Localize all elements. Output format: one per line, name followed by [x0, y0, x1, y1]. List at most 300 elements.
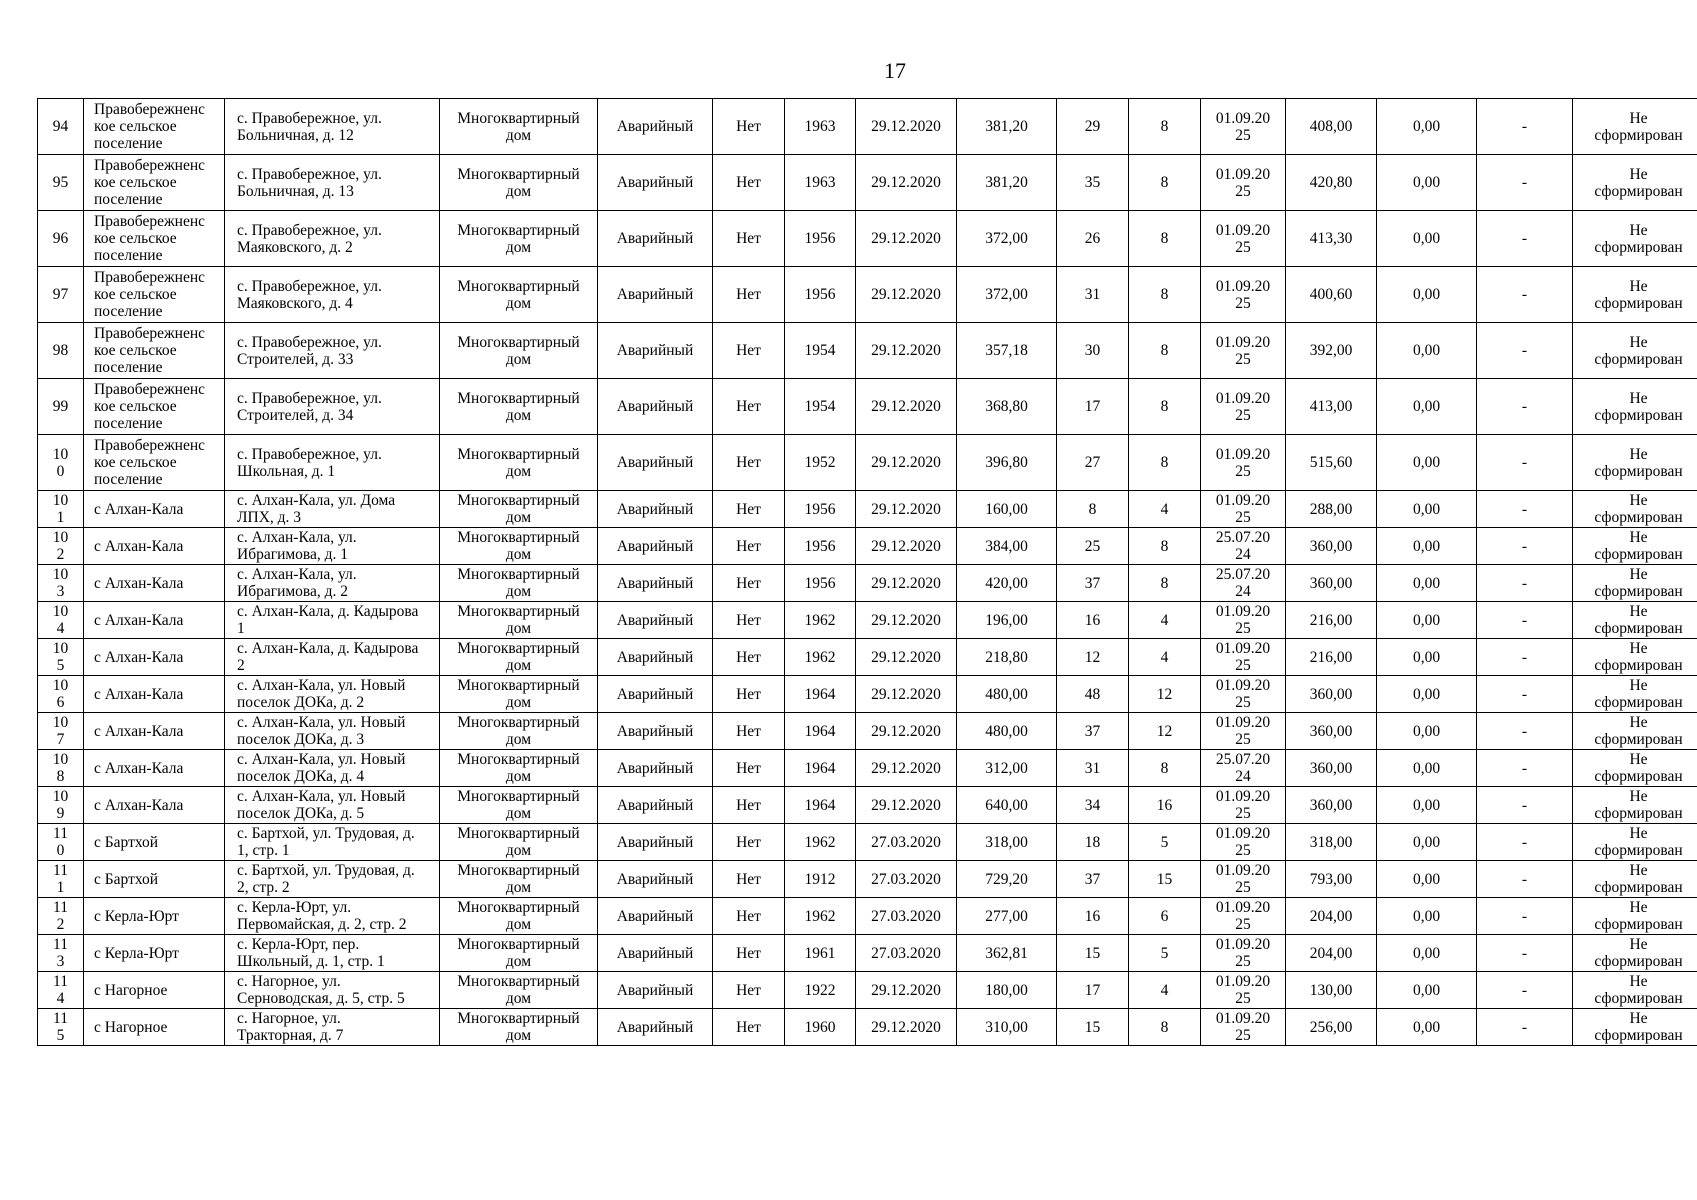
cell-num: 10 4 [38, 602, 84, 639]
cell-year: 1952 [785, 435, 856, 491]
cell-residents: 8 [1057, 491, 1129, 528]
cell-residents: 29 [1057, 99, 1129, 155]
cell-date: 29.12.2020 [856, 972, 957, 1009]
table-row [38, 972, 1697, 1009]
cell-deadline: 01.09.20 25 [1201, 379, 1286, 435]
cell-value2: 0,00 [1377, 676, 1477, 713]
cell-year: 1956 [785, 491, 856, 528]
cell-flag: Нет [713, 211, 785, 267]
cell-flag: Нет [713, 861, 785, 898]
cell-year: 1963 [785, 155, 856, 211]
table-row [38, 99, 1697, 155]
cell-area: 357,18 [957, 323, 1057, 379]
cell-status: Аварийный [598, 379, 713, 435]
table-row [38, 211, 1697, 267]
cell-num: 10 3 [38, 565, 84, 602]
cell-residents: 17 [1057, 972, 1129, 1009]
cell-status: Аварийный [598, 898, 713, 935]
cell-num: 95 [38, 155, 84, 211]
cell-dash: - [1477, 379, 1573, 435]
cell-deadline: 25.07.20 24 [1201, 528, 1286, 565]
table-row [38, 639, 1697, 676]
cell-municipality: с Алхан-Кала [84, 750, 225, 787]
cell-date: 27.03.2020 [856, 861, 957, 898]
cell-house-type: Многоквартирный дом [440, 1009, 598, 1046]
cell-deadline: 25.07.20 24 [1201, 565, 1286, 602]
cell-municipality: с Алхан-Кала [84, 639, 225, 676]
cell-area: 218,80 [957, 639, 1057, 676]
cell-area: 318,00 [957, 824, 1057, 861]
cell-date: 29.12.2020 [856, 99, 957, 155]
cell-value1: 360,00 [1286, 750, 1377, 787]
cell-municipality: с Бартхой [84, 861, 225, 898]
cell-plan: Не сформирован [1573, 323, 1697, 379]
cell-plan: Не сформирован [1573, 898, 1697, 935]
cell-status: Аварийный [598, 491, 713, 528]
table-row [38, 528, 1697, 565]
cell-num: 10 1 [38, 491, 84, 528]
cell-flag: Нет [713, 379, 785, 435]
table-row [38, 787, 1697, 824]
cell-status: Аварийный [598, 972, 713, 1009]
cell-value1: 318,00 [1286, 824, 1377, 861]
cell-address: с. Правобережное, ул. Маяковского, д. 2 [225, 211, 440, 267]
cell-year: 1962 [785, 824, 856, 861]
cell-num: 11 3 [38, 935, 84, 972]
cell-num: 94 [38, 99, 84, 155]
cell-address: с. Алхан-Кала, ул. Ибрагимова, д. 1 [225, 528, 440, 565]
cell-plan: Не сформирован [1573, 211, 1697, 267]
cell-area: 480,00 [957, 713, 1057, 750]
cell-house-type: Многоквартирный дом [440, 491, 598, 528]
cell-area: 729,20 [957, 861, 1057, 898]
cell-house-type: Многоквартирный дом [440, 972, 598, 1009]
cell-deadline: 01.09.20 25 [1201, 99, 1286, 155]
cell-status: Аварийный [598, 267, 713, 323]
cell-flag: Нет [713, 1009, 785, 1046]
cell-area: 368,80 [957, 379, 1057, 435]
cell-plan: Не сформирован [1573, 639, 1697, 676]
cell-address: с. Алхан-Кала, ул. Новый поселок ДОКа, д. 3 [225, 713, 440, 750]
table-row [38, 323, 1697, 379]
cell-flag: Нет [713, 639, 785, 676]
cell-num: 10 9 [38, 787, 84, 824]
cell-value1: 216,00 [1286, 602, 1377, 639]
cell-apartments: 8 [1129, 211, 1201, 267]
cell-dash: - [1477, 155, 1573, 211]
cell-municipality: с Нагорное [84, 972, 225, 1009]
cell-apartments: 8 [1129, 99, 1201, 155]
cell-apartments: 8 [1129, 435, 1201, 491]
cell-municipality: с Алхан-Кала [84, 602, 225, 639]
cell-house-type: Многоквартирный дом [440, 211, 598, 267]
cell-plan: Не сформирован [1573, 491, 1697, 528]
cell-municipality: Правобережненс кое сельское поселение [84, 435, 225, 491]
cell-num: 10 0 [38, 435, 84, 491]
cell-plan: Не сформирован [1573, 824, 1697, 861]
cell-area: 396,80 [957, 435, 1057, 491]
cell-year: 1963 [785, 99, 856, 155]
cell-year: 1964 [785, 676, 856, 713]
cell-num: 10 6 [38, 676, 84, 713]
cell-deadline: 01.09.20 25 [1201, 898, 1286, 935]
cell-address: с. Алхан-Кала, д. Кадырова 1 [225, 602, 440, 639]
cell-municipality: с Алхан-Кала [84, 787, 225, 824]
cell-value1: 400,60 [1286, 267, 1377, 323]
cell-address: с. Нагорное, ул. Тракторная, д. 7 [225, 1009, 440, 1046]
cell-house-type: Многоквартирный дом [440, 898, 598, 935]
cell-flag: Нет [713, 676, 785, 713]
cell-house-type: Многоквартирный дом [440, 935, 598, 972]
cell-value2: 0,00 [1377, 787, 1477, 824]
cell-address: с. Алхан-Кала, ул. Ибрагимова, д. 2 [225, 565, 440, 602]
cell-municipality: с Алхан-Кала [84, 676, 225, 713]
cell-municipality: Правобережненс кое сельское поселение [84, 211, 225, 267]
cell-status: Аварийный [598, 435, 713, 491]
cell-deadline: 01.09.20 25 [1201, 211, 1286, 267]
table-row [38, 824, 1697, 861]
cell-status: Аварийный [598, 787, 713, 824]
cell-year: 1962 [785, 639, 856, 676]
cell-residents: 16 [1057, 898, 1129, 935]
cell-date: 29.12.2020 [856, 713, 957, 750]
cell-dash: - [1477, 565, 1573, 602]
cell-residents: 37 [1057, 713, 1129, 750]
cell-address: с. Алхан-Кала, д. Кадырова 2 [225, 639, 440, 676]
cell-year: 1961 [785, 935, 856, 972]
cell-flag: Нет [713, 99, 785, 155]
cell-address: с. Правобережное, ул. Маяковского, д. 4 [225, 267, 440, 323]
cell-dash: - [1477, 750, 1573, 787]
cell-num: 10 2 [38, 528, 84, 565]
cell-status: Аварийный [598, 565, 713, 602]
cell-dash: - [1477, 898, 1573, 935]
cell-num: 11 1 [38, 861, 84, 898]
cell-num: 10 5 [38, 639, 84, 676]
cell-value2: 0,00 [1377, 565, 1477, 602]
cell-year: 1912 [785, 861, 856, 898]
cell-dash: - [1477, 267, 1573, 323]
cell-apartments: 8 [1129, 155, 1201, 211]
cell-date: 29.12.2020 [856, 1009, 957, 1046]
cell-address: с. Нагорное, ул. Серноводская, д. 5, стр. 5 [225, 972, 440, 1009]
cell-house-type: Многоквартирный дом [440, 379, 598, 435]
cell-house-type: Многоквартирный дом [440, 787, 598, 824]
cell-address: с. Бартхой, ул. Трудовая, д. 1, стр. 1 [225, 824, 440, 861]
table-row [38, 676, 1697, 713]
cell-municipality: с Бартхой [84, 824, 225, 861]
table-row [38, 267, 1697, 323]
cell-dash: - [1477, 99, 1573, 155]
cell-plan: Не сформирован [1573, 787, 1697, 824]
cell-plan: Не сформирован [1573, 528, 1697, 565]
cell-num: 99 [38, 379, 84, 435]
cell-municipality: с Нагорное [84, 1009, 225, 1046]
cell-plan: Не сформирован [1573, 1009, 1697, 1046]
cell-value1: 360,00 [1286, 676, 1377, 713]
table-row [38, 1009, 1697, 1046]
cell-date: 29.12.2020 [856, 750, 957, 787]
cell-status: Аварийный [598, 211, 713, 267]
cell-address: с. Правобережное, ул. Больничная, д. 12 [225, 99, 440, 155]
cell-status: Аварийный [598, 676, 713, 713]
cell-flag: Нет [713, 824, 785, 861]
cell-house-type: Многоквартирный дом [440, 602, 598, 639]
cell-value1: 392,00 [1286, 323, 1377, 379]
cell-area: 372,00 [957, 267, 1057, 323]
cell-status: Аварийный [598, 99, 713, 155]
cell-year: 1962 [785, 602, 856, 639]
cell-deadline: 01.09.20 25 [1201, 1009, 1286, 1046]
cell-flag: Нет [713, 491, 785, 528]
cell-date: 29.12.2020 [856, 676, 957, 713]
cell-value2: 0,00 [1377, 323, 1477, 379]
cell-house-type: Многоквартирный дом [440, 528, 598, 565]
cell-municipality: Правобережненс кое сельское поселение [84, 379, 225, 435]
cell-plan: Не сформирован [1573, 155, 1697, 211]
cell-flag: Нет [713, 155, 785, 211]
cell-residents: 15 [1057, 935, 1129, 972]
cell-value1: 360,00 [1286, 528, 1377, 565]
cell-value1: 130,00 [1286, 972, 1377, 1009]
cell-value2: 0,00 [1377, 824, 1477, 861]
cell-num: 96 [38, 211, 84, 267]
cell-date: 27.03.2020 [856, 898, 957, 935]
cell-apartments: 4 [1129, 972, 1201, 1009]
cell-num: 10 8 [38, 750, 84, 787]
cell-year: 1954 [785, 379, 856, 435]
cell-date: 29.12.2020 [856, 565, 957, 602]
cell-dash: - [1477, 935, 1573, 972]
cell-date: 29.12.2020 [856, 267, 957, 323]
cell-deadline: 01.09.20 25 [1201, 935, 1286, 972]
cell-status: Аварийный [598, 1009, 713, 1046]
cell-house-type: Многоквартирный дом [440, 750, 598, 787]
cell-value2: 0,00 [1377, 972, 1477, 1009]
cell-value1: 360,00 [1286, 565, 1377, 602]
cell-address: с. Керла-Юрт, пер. Школьный, д. 1, стр. 1 [225, 935, 440, 972]
cell-residents: 31 [1057, 267, 1129, 323]
cell-deadline: 01.09.20 25 [1201, 435, 1286, 491]
cell-year: 1964 [785, 787, 856, 824]
cell-apartments: 15 [1129, 861, 1201, 898]
cell-dash: - [1477, 528, 1573, 565]
cell-deadline: 01.09.20 25 [1201, 267, 1286, 323]
cell-date: 29.12.2020 [856, 155, 957, 211]
cell-plan: Не сформирован [1573, 379, 1697, 435]
cell-area: 420,00 [957, 565, 1057, 602]
cell-year: 1956 [785, 267, 856, 323]
cell-deadline: 01.09.20 25 [1201, 824, 1286, 861]
cell-house-type: Многоквартирный дом [440, 267, 598, 323]
cell-status: Аварийный [598, 528, 713, 565]
cell-value1: 204,00 [1286, 935, 1377, 972]
cell-municipality: с Алхан-Кала [84, 491, 225, 528]
cell-deadline: 01.09.20 25 [1201, 713, 1286, 750]
cell-area: 160,00 [957, 491, 1057, 528]
table-row [38, 602, 1697, 639]
cell-municipality: Правобережненс кое сельское поселение [84, 99, 225, 155]
cell-value1: 204,00 [1286, 898, 1377, 935]
housing-table [37, 98, 1697, 1046]
table-row [38, 898, 1697, 935]
cell-num: 11 0 [38, 824, 84, 861]
cell-flag: Нет [713, 750, 785, 787]
cell-house-type: Многоквартирный дом [440, 639, 598, 676]
cell-year: 1964 [785, 713, 856, 750]
cell-address: с. Бартхой, ул. Трудовая, д. 2, стр. 2 [225, 861, 440, 898]
cell-value2: 0,00 [1377, 713, 1477, 750]
cell-date: 27.03.2020 [856, 824, 957, 861]
cell-residents: 26 [1057, 211, 1129, 267]
cell-dash: - [1477, 713, 1573, 750]
cell-municipality: с Керла-Юрт [84, 898, 225, 935]
cell-area: 381,20 [957, 155, 1057, 211]
cell-status: Аварийный [598, 750, 713, 787]
cell-deadline: 01.09.20 25 [1201, 155, 1286, 211]
cell-house-type: Многоквартирный дом [440, 824, 598, 861]
cell-value1: 413,30 [1286, 211, 1377, 267]
cell-residents: 30 [1057, 323, 1129, 379]
cell-address: с. Алхан-Кала, ул. Новый поселок ДОКа, д. 5 [225, 787, 440, 824]
table-row [38, 565, 1697, 602]
table-row [38, 713, 1697, 750]
cell-residents: 27 [1057, 435, 1129, 491]
cell-date: 27.03.2020 [856, 935, 957, 972]
table-row [38, 379, 1697, 435]
cell-residents: 31 [1057, 750, 1129, 787]
cell-dash: - [1477, 787, 1573, 824]
table-row [38, 491, 1697, 528]
cell-dash: - [1477, 972, 1573, 1009]
cell-plan: Не сформирован [1573, 972, 1697, 1009]
cell-deadline: 25.07.20 24 [1201, 750, 1286, 787]
cell-area: 372,00 [957, 211, 1057, 267]
cell-dash: - [1477, 211, 1573, 267]
cell-dash: - [1477, 435, 1573, 491]
cell-year: 1964 [785, 750, 856, 787]
cell-area: 480,00 [957, 676, 1057, 713]
cell-area: 180,00 [957, 972, 1057, 1009]
cell-plan: Не сформирован [1573, 267, 1697, 323]
cell-address: с. Керла-Юрт, ул. Первомайская, д. 2, стр. 2 [225, 898, 440, 935]
cell-year: 1960 [785, 1009, 856, 1046]
cell-value1: 420,80 [1286, 155, 1377, 211]
cell-value2: 0,00 [1377, 491, 1477, 528]
cell-flag: Нет [713, 898, 785, 935]
cell-status: Аварийный [598, 155, 713, 211]
cell-status: Аварийный [598, 861, 713, 898]
cell-house-type: Многоквартирный дом [440, 323, 598, 379]
cell-value1: 360,00 [1286, 787, 1377, 824]
cell-deadline: 01.09.20 25 [1201, 491, 1286, 528]
cell-value2: 0,00 [1377, 267, 1477, 323]
cell-dash: - [1477, 323, 1573, 379]
cell-municipality: Правобережненс кое сельское поселение [84, 267, 225, 323]
cell-house-type: Многоквартирный дом [440, 155, 598, 211]
cell-house-type: Многоквартирный дом [440, 861, 598, 898]
cell-value2: 0,00 [1377, 750, 1477, 787]
cell-apartments: 5 [1129, 824, 1201, 861]
cell-year: 1956 [785, 528, 856, 565]
cell-flag: Нет [713, 323, 785, 379]
cell-num: 11 2 [38, 898, 84, 935]
cell-year: 1954 [785, 323, 856, 379]
cell-residents: 37 [1057, 565, 1129, 602]
cell-plan: Не сформирован [1573, 935, 1697, 972]
cell-flag: Нет [713, 435, 785, 491]
cell-date: 29.12.2020 [856, 435, 957, 491]
cell-residents: 16 [1057, 602, 1129, 639]
cell-address: с. Алхан-Кала, ул. Новый поселок ДОКа, д. 4 [225, 750, 440, 787]
cell-num: 10 7 [38, 713, 84, 750]
cell-house-type: Многоквартирный дом [440, 676, 598, 713]
cell-value2: 0,00 [1377, 379, 1477, 435]
cell-house-type: Многоквартирный дом [440, 713, 598, 750]
cell-dash: - [1477, 676, 1573, 713]
cell-value2: 0,00 [1377, 898, 1477, 935]
cell-apartments: 4 [1129, 491, 1201, 528]
cell-value1: 216,00 [1286, 639, 1377, 676]
cell-year: 1956 [785, 565, 856, 602]
cell-deadline: 01.09.20 25 [1201, 676, 1286, 713]
cell-area: 312,00 [957, 750, 1057, 787]
cell-value1: 256,00 [1286, 1009, 1377, 1046]
cell-residents: 17 [1057, 379, 1129, 435]
cell-value2: 0,00 [1377, 435, 1477, 491]
cell-value1: 288,00 [1286, 491, 1377, 528]
cell-value2: 0,00 [1377, 155, 1477, 211]
cell-flag: Нет [713, 528, 785, 565]
cell-municipality: с Алхан-Кала [84, 565, 225, 602]
table-row [38, 435, 1697, 491]
cell-residents: 15 [1057, 1009, 1129, 1046]
cell-date: 29.12.2020 [856, 491, 957, 528]
cell-value2: 0,00 [1377, 99, 1477, 155]
cell-flag: Нет [713, 935, 785, 972]
cell-value1: 413,00 [1286, 379, 1377, 435]
cell-status: Аварийный [598, 824, 713, 861]
cell-flag: Нет [713, 713, 785, 750]
cell-apartments: 8 [1129, 750, 1201, 787]
cell-value1: 360,00 [1286, 713, 1377, 750]
cell-area: 362,81 [957, 935, 1057, 972]
cell-municipality: Правобережненс кое сельское поселение [84, 155, 225, 211]
cell-area: 310,00 [957, 1009, 1057, 1046]
cell-num: 11 5 [38, 1009, 84, 1046]
cell-address: с. Правобережное, ул. Строителей, д. 33 [225, 323, 440, 379]
cell-dash: - [1477, 861, 1573, 898]
cell-value2: 0,00 [1377, 528, 1477, 565]
cell-dash: - [1477, 824, 1573, 861]
cell-residents: 37 [1057, 861, 1129, 898]
cell-flag: Нет [713, 602, 785, 639]
table-row [38, 750, 1697, 787]
cell-municipality: с Алхан-Кала [84, 713, 225, 750]
cell-date: 29.12.2020 [856, 528, 957, 565]
cell-status: Аварийный [598, 713, 713, 750]
cell-value1: 408,00 [1286, 99, 1377, 155]
cell-house-type: Многоквартирный дом [440, 435, 598, 491]
cell-municipality: Правобережненс кое сельское поселение [84, 323, 225, 379]
cell-plan: Не сформирован [1573, 602, 1697, 639]
cell-residents: 34 [1057, 787, 1129, 824]
cell-dash: - [1477, 639, 1573, 676]
cell-status: Аварийный [598, 639, 713, 676]
cell-apartments: 8 [1129, 1009, 1201, 1046]
cell-plan: Не сформирован [1573, 99, 1697, 155]
cell-area: 196,00 [957, 602, 1057, 639]
